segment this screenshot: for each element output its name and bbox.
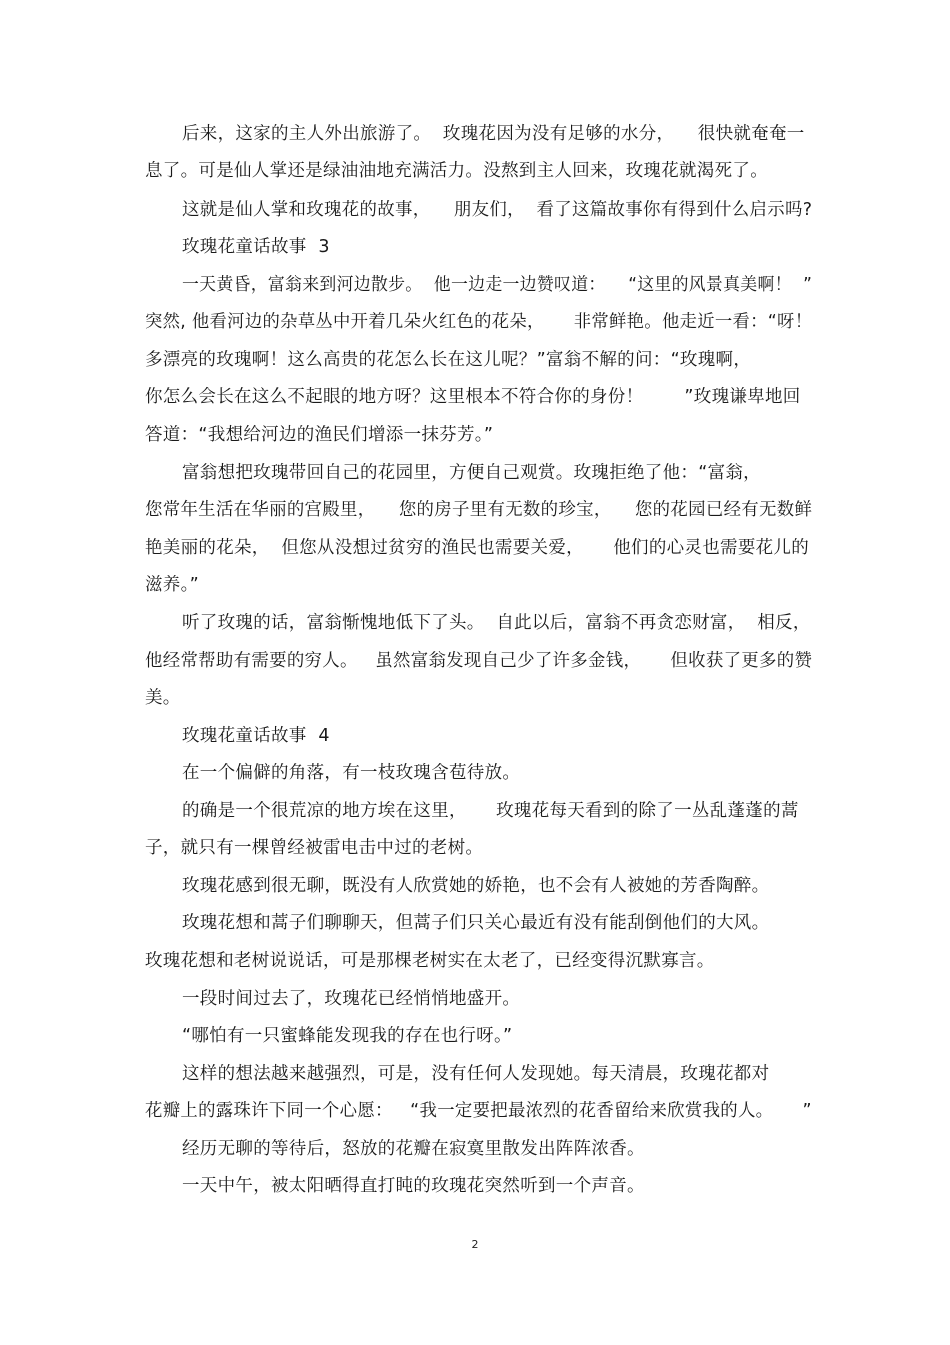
text-line: 答道：“我想给河边的渔民们增添一抹芬芳。” — [145, 425, 494, 445]
text-line: 富翁想把玫瑰带回自己的花园里，方便自己观赏。玫瑰拒绝了他：“富翁， — [182, 463, 761, 483]
text-line: 经历无聊的等待后，怒放的花瓣在寂寞里散发出阵阵浓香。 — [182, 1139, 645, 1159]
text-line: 子，就只有一棵曾经被雷电击中过的老树。 — [145, 838, 484, 858]
text-line: 在一个偏僻的角落，有一枝玫瑰含苞待放。 — [182, 763, 521, 783]
text-line: 一天黄昏，富翁来到河边散步。 他一边走一边赞叹道： “这里的风景真美啊！ ” — [182, 275, 813, 295]
text-line: 您常年生活在华丽的宫殿里， 您的房子里有无数的珍宝， 您的花园已经有无数鲜 — [145, 500, 813, 520]
page-number: 2 — [471, 1238, 479, 1251]
text-line: 息了。可是仙人掌还是绿油油地充满活力。没熬到主人回来，玫瑰花就渴死了。 — [145, 161, 768, 181]
text-line: 多漂亮的玫瑰啊！这么高贵的花怎么长在这儿呢？”富翁不解的问：“玫瑰啊， — [145, 350, 752, 370]
text-line: 后来，这家的主人外出旅游了。 玫瑰花因为没有足够的水分， 很快就奄奄一 — [182, 124, 805, 144]
text-line: 玫瑰花想和蒿子们聊聊天，但蒿子们只关心最近有没有能刮倒他们的大风。 — [182, 913, 770, 933]
text-line: “哪怕有一只蜜蜂能发现我的存在也行呀。” — [182, 1026, 513, 1046]
section-heading: 玫瑰花童话故事 4 — [182, 726, 330, 746]
text-line: 这就是仙人掌和玫瑰花的故事， 朋友们， 看了这篇故事你有得到什么启示吗? — [182, 200, 813, 220]
text-line: 艳美丽的花朵， 但您从没想过贫穷的渔民也需要关爱， 他们的心灵也需要花儿的 — [145, 538, 810, 558]
text-line: 美。 — [145, 688, 181, 708]
text-line: 一段时间过去了，玫瑰花已经悄悄地盛开。 — [182, 989, 521, 1009]
text-line: 的确是一个很荒凉的地方埃在这里， 玫瑰花每天看到的除了一丛乱蓬蓬的蒿 — [182, 801, 799, 821]
section-heading: 玫瑰花童话故事 3 — [182, 237, 330, 257]
text-line: 听了玫瑰的话，富翁惭愧地低下了头。 自此以后，富翁不再贪恋财富， 相反， — [182, 613, 811, 633]
text-line: 突然, 他看河边的杂草丛中开着几朵火红色的花朵， 非常鲜艳。他走近一看：“呀！ — [145, 312, 813, 332]
text-line: 玫瑰花感到很无聊，既没有人欣赏她的娇艳，也不会有人被她的芳香陶醉。 — [182, 876, 770, 896]
text-line: 玫瑰花想和老树说说话，可是那棵老树实在太老了，已经变得沉默寡言。 — [145, 951, 715, 971]
text-line: 你怎么会长在这么不起眼的地方呀？这里根本不符合你的身份！ ”玫瑰谦卑地回 — [145, 387, 801, 407]
text-line: 他经常帮助有需要的穷人。 虽然富翁发现自己少了许多金钱， 但收获了更多的赞 — [145, 651, 813, 671]
text-line: 这样的想法越来越强烈，可是，没有任何人发现她。每天清晨，玫瑰花都对 — [182, 1064, 770, 1084]
text-line: 滋养。” — [145, 575, 200, 595]
text-line: 一天中午，被太阳晒得直打盹的玫瑰花突然听到一个声音。 — [182, 1176, 645, 1196]
text-line: 花瓣上的露珠许下同一个心愿： “我一定要把最浓烈的花香留给来欣赏我的人。 ” — [145, 1101, 812, 1121]
